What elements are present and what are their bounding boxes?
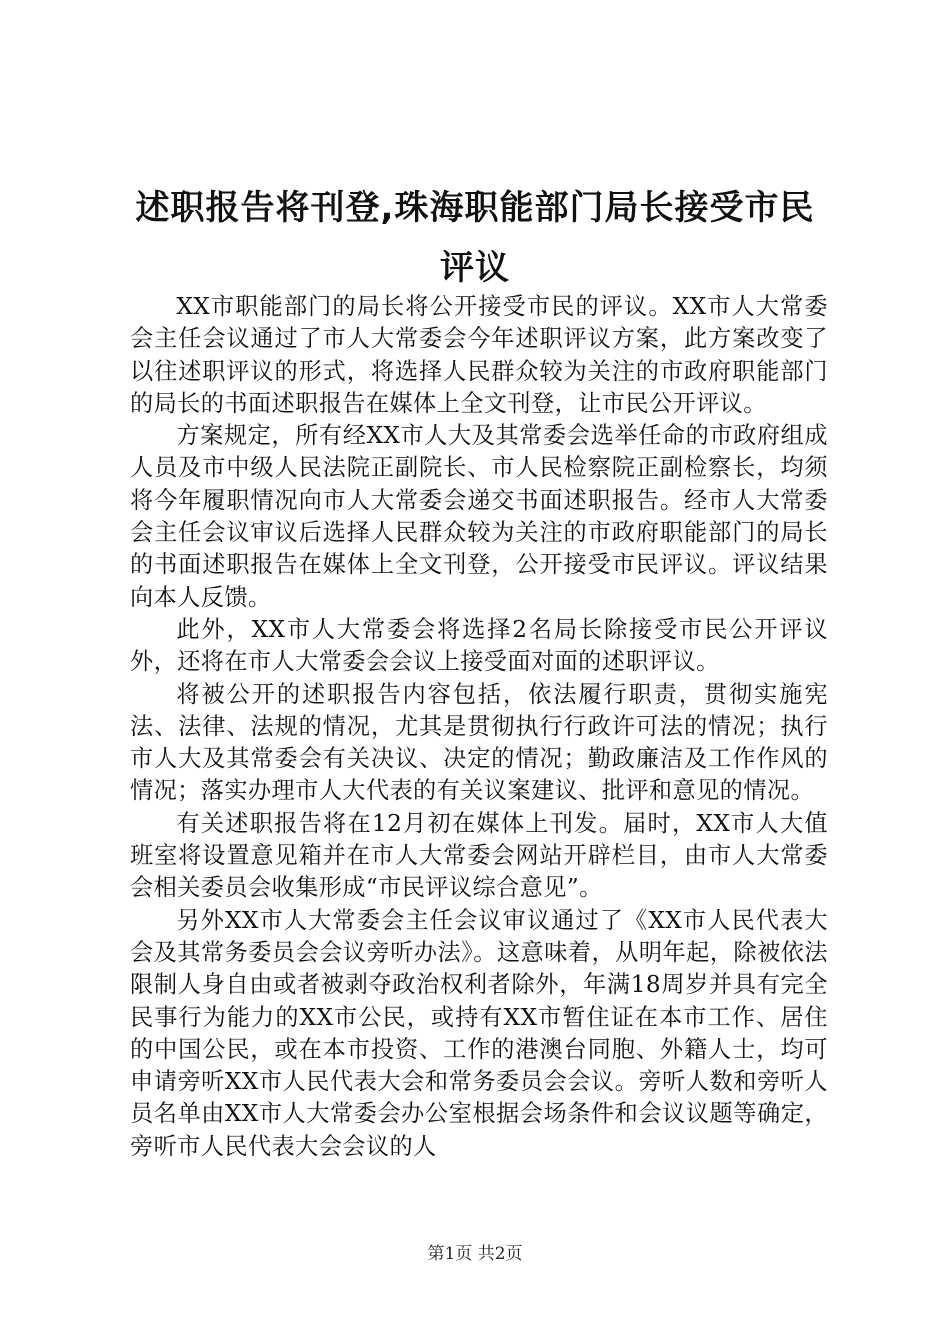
paragraph: 此外，XX市人大常委会将选择2名局长除接受市民公开评议外，还将在市人大常委会会议上接受面对面的述职评议。	[130, 615, 828, 676]
paragraph: 有关述职报告将在12月初在媒体上刊发。届时，XX市人大值班室将设置意见箱并在市人大常委会网站开辟栏目，由市人大常委会相关委员会收集形成“市民评议综合意见”。	[130, 809, 828, 902]
paragraph: 方案规定，所有经XX市人大及其常委会选举任命的市政府组成人员及市中级人民法院正副院长、市人民检察院正副检察长，均须将今年履职情况向市人大常委会递交书面述职报告。经市人大常委会主任会议审议后选择人民群众较为关注的市政府职能部门的局长的书面述职报告在媒体上全文刊登，公开接受市民评议。评议结果向本人反馈。	[130, 422, 828, 611]
page-footer: 第1页 共2页	[427, 1244, 523, 1264]
paragraph: 另外XX市人大常委会主任会议审议通过了《XX市人民代表大会及其常务委员会会议旁听办法》。这意味着，从明年起，除被依法限制人身自由或者被剥夺政治权利者除外，年满18周岁并具有完全民事行为能力的XX市公民，或持有XX市暂住证在本市工作、居住的中国公民，或在本市投资、工作的港澳台同胞、外籍人士，均可申请旁听XX市人民代表大会和常务委员会会议。旁听人数和旁听人员名单由XX市人大常委会办公室根据会场条件和会议议题等确定，旁听市人民代表大会会议的人	[130, 906, 828, 1160]
document-title: 述职报告将刊登,珠海职能部门局长接受市民评议	[135, 188, 815, 288]
document-body	[130, 291, 828, 1163]
paragraph: XX市职能部门的局长将公开接受市民的评议。XX市人大常委会主任会议通过了市人大常委会今年述职评议方案，此方案改变了以往述职评议的形式，将选择人民群众较为关注的市政府职能部门的局长的书面述职报告在媒体上全文刊登，让市民公开评议。	[130, 293, 828, 417]
paragraph: 将被公开的述职报告内容包括，依法履行职责，贯彻实施宪法、法律、法规的情况，尤其是贯彻执行行政许可法的情况；执行市人大及其常委会有关决议、决定的情况；勤政廉洁及工作作风的情况；落实办理市人大代表的有关议案建议、批评和意见的情况。	[130, 680, 828, 805]
